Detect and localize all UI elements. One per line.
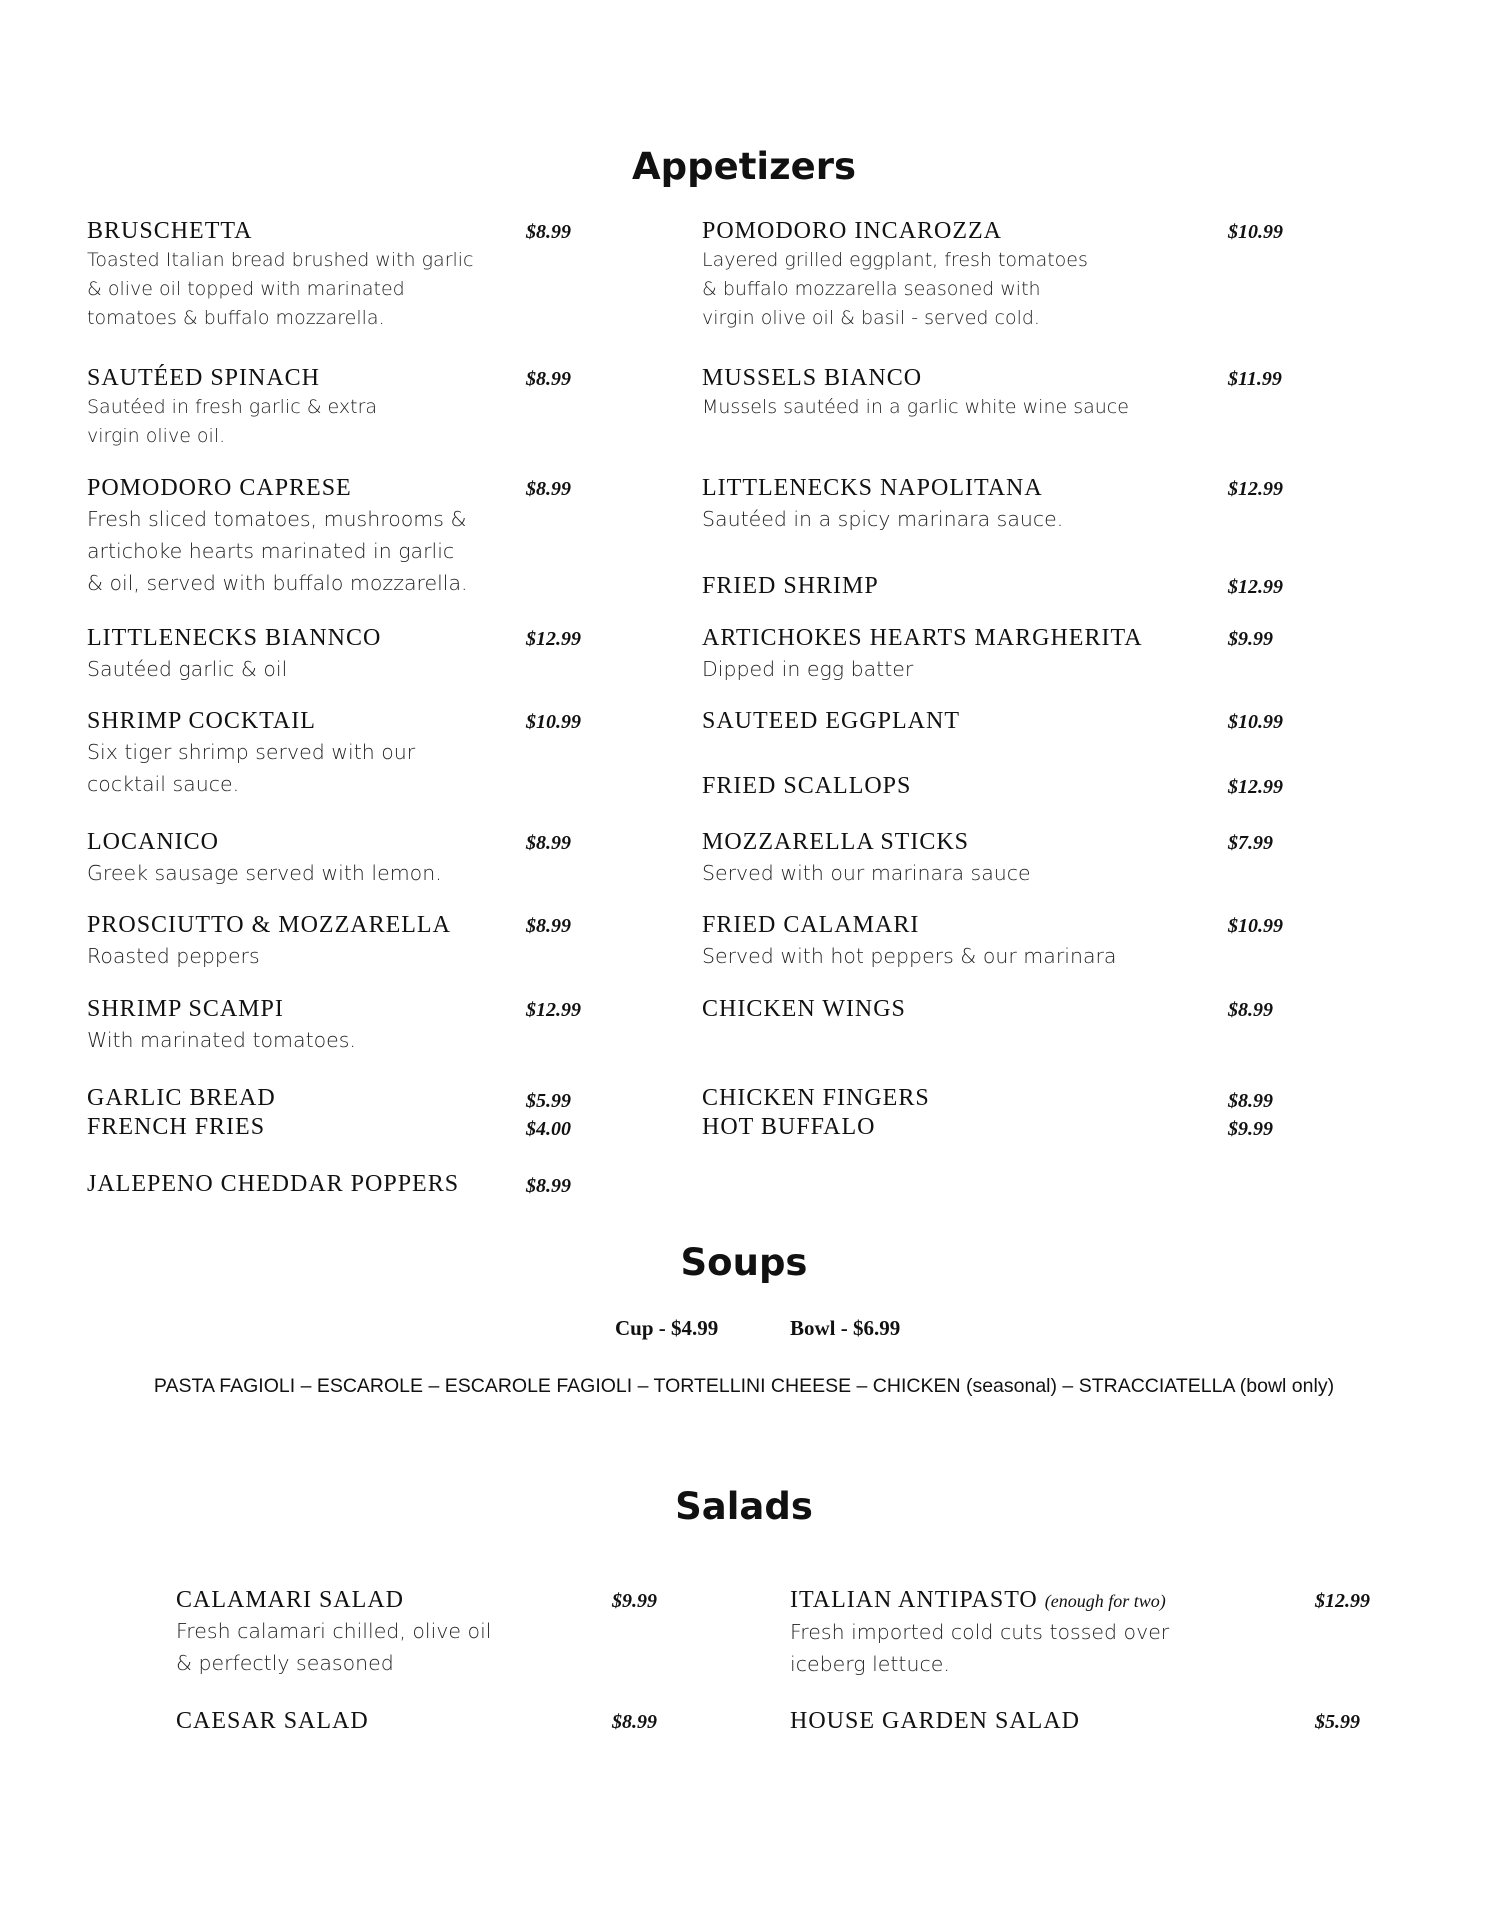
item-price: $5.99	[1315, 1711, 1360, 1733]
item-desc: & oil, served with buffalo mozzarella.	[87, 571, 468, 595]
item-name: CALAMARI SALAD	[176, 1587, 405, 1613]
soup-bowl-price: Bowl - $6.99	[790, 1316, 901, 1340]
menu-item-fried-scallops	[702, 772, 911, 801]
item-price: $8.99	[1228, 999, 1273, 1021]
item-name: POMODORO INCAROZZA	[702, 218, 1003, 244]
item-name: MUSSELS BIANCO	[702, 365, 923, 391]
item-name: BRUSCHETTA	[87, 218, 253, 244]
item-price: $8.99	[526, 915, 571, 937]
item-desc: With marinated tomatoes.	[87, 1028, 356, 1052]
menu-item-littlenecks-biannco	[87, 624, 381, 685]
item-desc: Six tiger shrimp served with our	[87, 740, 416, 764]
menu-item-mozzarella-sticks	[702, 828, 1031, 889]
item-desc: artichoke hearts marinated in garlic	[87, 539, 455, 563]
item-desc: Fresh sliced tomatoes, mushrooms &	[87, 507, 467, 531]
item-price: $8.99	[1228, 1090, 1273, 1112]
appetizers-heading: Appetizers	[632, 145, 856, 188]
item-name: CAESAR SALAD	[176, 1708, 369, 1734]
item-name: FRIED SHRIMP	[702, 573, 879, 599]
item-desc: Mussels sautéed in a garlic white wine sauce	[702, 396, 1129, 418]
menu-item-pomodoro-incarozza	[702, 217, 1088, 333]
item-desc: Dipped in egg batter	[702, 657, 914, 681]
item-price: $12.99	[1228, 576, 1283, 598]
item-desc: Roasted peppers	[87, 944, 260, 968]
item-name: LOCANICO	[87, 829, 219, 855]
menu-item-mussels-bianco	[702, 364, 1129, 422]
menu-item-calamari-salad	[176, 1586, 491, 1679]
menu-item-caesar-salad	[176, 1707, 369, 1736]
menu-item-house-garden-salad	[790, 1707, 1080, 1736]
item-price: $12.99	[526, 999, 581, 1021]
item-desc: & olive oil topped with marinated	[87, 278, 405, 300]
item-name: PROSCIUTTO & MOZZARELLA	[87, 912, 451, 938]
item-name: HOUSE GARDEN SALAD	[790, 1708, 1081, 1734]
item-price: $9.99	[612, 1590, 657, 1612]
menu-item-sauteed-spinach	[87, 364, 377, 451]
item-desc: Layered grilled eggplant, fresh tomatoes	[702, 249, 1088, 271]
item-price: $12.99	[1315, 1590, 1370, 1612]
soup-list: PASTA FAGIOLI – ESCAROLE – ESCAROLE FAGIOLI – TORTELLINI CHEESE – CHICKEN (seasonal) – STRACCIATELLA (bowl only)	[153, 1375, 1335, 1397]
item-name: CHICKEN WINGS	[702, 996, 906, 1022]
menu-item-italian-antipasto	[790, 1586, 1169, 1680]
menu-item-sauteed-eggplant	[702, 707, 960, 736]
item-price: $10.99	[526, 711, 581, 733]
item-price: $12.99	[1228, 478, 1283, 500]
item-price: $8.99	[526, 221, 571, 243]
item-desc: Fresh calamari chilled, olive oil	[176, 1619, 492, 1643]
item-desc: virgin olive oil.	[87, 425, 226, 447]
item-name: GARLIC BREAD	[87, 1085, 276, 1111]
menu-item-shrimp-scampi	[87, 995, 356, 1056]
item-name: SAUTEED EGGPLANT	[702, 708, 960, 734]
menu-item-prosciutto-mozzarella	[87, 911, 451, 972]
item-desc: Served with hot peppers & our marinara	[702, 944, 1117, 968]
item-name: ITALIAN ANTIPASTO	[790, 1587, 1038, 1613]
item-desc: iceberg lettuce.	[790, 1652, 950, 1676]
item-desc: Fresh imported cold cuts tossed over	[790, 1620, 1170, 1644]
item-price: $8.99	[526, 478, 571, 500]
item-name: FRIED SCALLOPS	[702, 773, 912, 799]
menu-item-fried-calamari	[702, 911, 1117, 972]
item-desc: & buffalo mozzarella seasoned with	[702, 278, 1041, 300]
menu-item-bruschetta	[87, 217, 474, 333]
item-price: $11.99	[1228, 368, 1282, 390]
item-desc: Greek sausage served with lemon.	[87, 861, 442, 885]
item-desc: Sautéed garlic & oil	[87, 657, 288, 681]
soups-heading: Soups	[680, 1241, 808, 1284]
item-name: SHRIMP COCKTAIL	[87, 708, 316, 734]
item-desc: cocktail sauce.	[87, 772, 240, 796]
item-price: $8.99	[526, 1175, 571, 1197]
item-desc: Sautéed in a spicy marinara sauce.	[702, 507, 1064, 531]
menu-item-chicken-fingers	[702, 1084, 930, 1113]
item-price: $8.99	[526, 832, 571, 854]
item-desc: Sautéed in fresh garlic & extra	[87, 396, 378, 418]
item-desc: tomatoes & buffalo mozzarella.	[87, 307, 385, 329]
item-name: MOZZARELLA STICKS	[702, 829, 970, 855]
menu-item-jalepeno-cheddar-poppers	[87, 1170, 459, 1199]
item-price: $9.99	[1228, 628, 1273, 650]
item-price: $12.99	[1228, 776, 1283, 798]
item-name: FRENCH FRIES	[87, 1114, 266, 1140]
item-price: $12.99	[526, 628, 581, 650]
item-name: CHICKEN FINGERS	[702, 1085, 930, 1111]
menu-item-garlic-bread	[87, 1084, 276, 1113]
item-name-row	[790, 1586, 1169, 1616]
salads-heading: Salads	[675, 1485, 813, 1528]
item-price: $8.99	[526, 368, 571, 390]
item-name: SAUTÉED SPINACH	[87, 365, 321, 391]
item-name: LITTLENECKS BIANNCO	[87, 625, 382, 651]
item-desc: & perfectly seasoned	[176, 1651, 394, 1675]
menu-item-fried-shrimp	[702, 572, 879, 601]
item-price: $10.99	[1228, 221, 1283, 243]
item-price: $9.99	[1228, 1118, 1273, 1140]
item-name: FRIED CALAMARI	[702, 912, 920, 938]
item-desc: Toasted Italian bread brushed with garlic	[87, 249, 474, 271]
item-name: SHRIMP SCAMPI	[87, 996, 284, 1022]
menu-item-hot-buffalo	[702, 1113, 875, 1142]
item-name: ARTICHOKES HEARTS MARGHERITA	[702, 625, 1143, 651]
item-desc: Served with our marinara sauce	[702, 861, 1031, 885]
menu-item-artichokes-hearts-margherita	[702, 624, 1143, 685]
menu-item-littlenecks-napolitana	[702, 474, 1063, 535]
item-price: $8.99	[612, 1711, 657, 1733]
item-name: JALEPENO CHEDDAR POPPERS	[87, 1171, 460, 1197]
item-price: $7.99	[1228, 832, 1273, 854]
item-name: POMODORO CAPRESE	[87, 475, 352, 501]
item-name: LITTLENECKS NAPOLITANA	[702, 475, 1043, 501]
item-price: $10.99	[1228, 711, 1283, 733]
item-name: HOT BUFFALO	[702, 1114, 876, 1140]
menu-item-french-fries	[87, 1113, 265, 1142]
menu-item-pomodoro-caprese	[87, 474, 468, 599]
item-price: $5.99	[526, 1090, 571, 1112]
menu-item-shrimp-cocktail	[87, 707, 415, 800]
soup-cup-price: Cup - $4.99	[615, 1316, 719, 1340]
item-price: $4.00	[526, 1118, 571, 1140]
item-desc: virgin olive oil & basil - served cold.	[702, 307, 1040, 329]
item-note: (enough for two)	[1044, 1591, 1166, 1611]
menu-item-chicken-wings	[702, 995, 906, 1024]
item-price: $10.99	[1228, 915, 1283, 937]
menu-item-locanico	[87, 828, 442, 889]
